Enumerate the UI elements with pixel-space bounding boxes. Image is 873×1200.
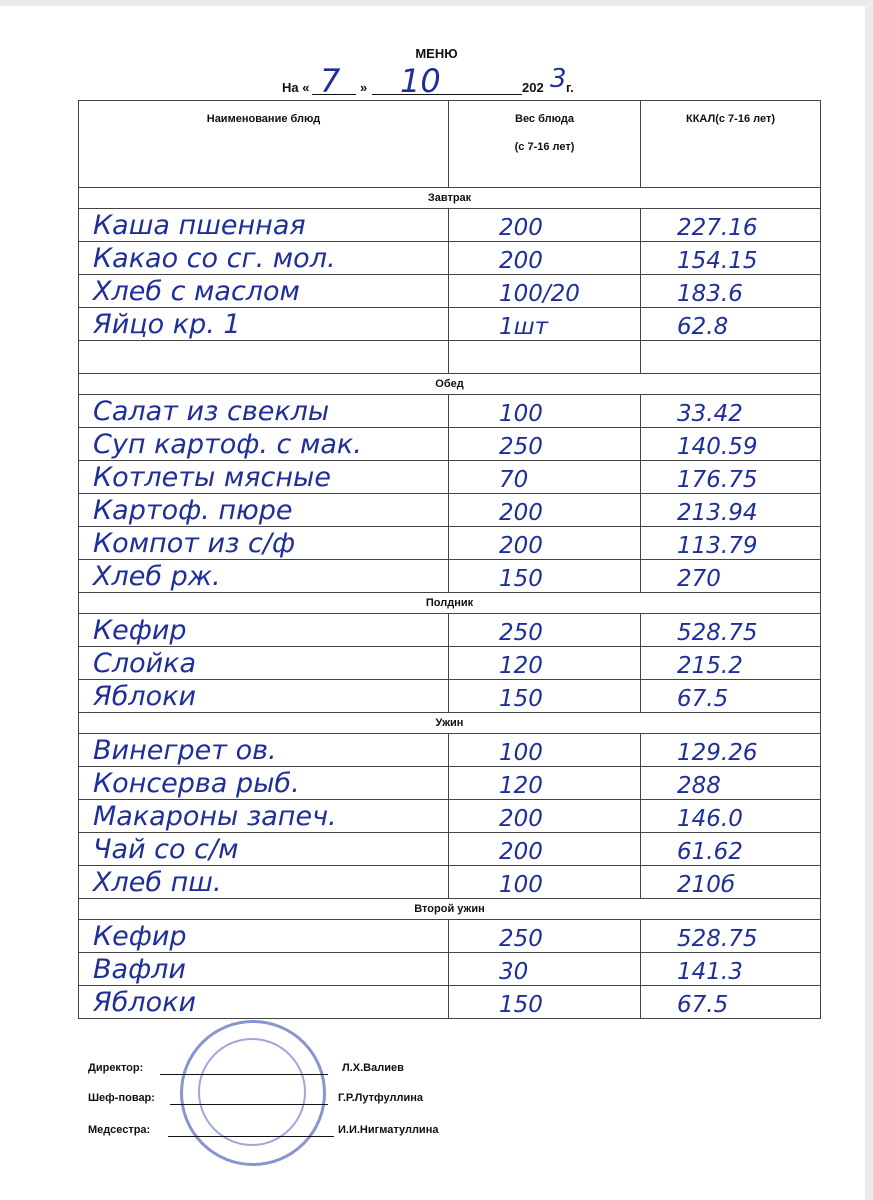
dish-weight: 100 bbox=[449, 734, 641, 767]
empty-cell bbox=[641, 341, 821, 374]
header-weight bbox=[449, 101, 641, 188]
dish-kcal: 140.59 bbox=[641, 428, 821, 461]
dish-kcal: 528.75 bbox=[641, 614, 821, 647]
dish-weight: 100/20 bbox=[449, 275, 641, 308]
date-year-digit: 3 bbox=[550, 64, 567, 94]
date-mid: » bbox=[360, 80, 368, 95]
dish-kcal: 210б bbox=[641, 866, 821, 899]
section-title: Завтрак bbox=[79, 188, 821, 209]
signature-row-nurse bbox=[88, 1120, 508, 1140]
dish-kcal: 183.6 bbox=[641, 275, 821, 308]
section-title: Второй ужин bbox=[79, 899, 821, 920]
dish-name: Хлеб пш. bbox=[79, 866, 449, 899]
dish-name: Компот из с/ф bbox=[79, 527, 449, 560]
dish-name: Слойка bbox=[79, 647, 449, 680]
dish-name: Хлеб рж. bbox=[79, 560, 449, 593]
dish-name: Какао со сг. мол. bbox=[79, 242, 449, 275]
header-kcal: ККАЛ(с 7-16 лет) bbox=[641, 101, 821, 188]
dish-name: Кефир bbox=[79, 920, 449, 953]
table-row bbox=[79, 920, 821, 953]
menu-table bbox=[78, 100, 821, 1019]
dish-weight: 200 bbox=[449, 209, 641, 242]
table-row bbox=[79, 275, 821, 308]
dish-kcal: 61.62 bbox=[641, 833, 821, 866]
dish-name: Картоф. пюре bbox=[79, 494, 449, 527]
dish-weight: 120 bbox=[449, 647, 641, 680]
dish-weight: 150 bbox=[449, 560, 641, 593]
date-day: 7 bbox=[320, 62, 341, 100]
signature-role: Директор: bbox=[88, 1062, 144, 1074]
dish-name: Суп картоф. с мак. bbox=[79, 428, 449, 461]
dish-kcal: 213.94 bbox=[641, 494, 821, 527]
section-row bbox=[79, 713, 821, 734]
table-row bbox=[79, 866, 821, 899]
table-row bbox=[79, 614, 821, 647]
dish-weight: 250 bbox=[449, 428, 641, 461]
dish-kcal: 62.8 bbox=[641, 308, 821, 341]
table-row bbox=[79, 461, 821, 494]
dish-name: Чай со с/м bbox=[79, 833, 449, 866]
dish-weight: 250 bbox=[449, 920, 641, 953]
page-edge bbox=[865, 0, 873, 1200]
dish-kcal: 141.3 bbox=[641, 953, 821, 986]
signature-line bbox=[160, 1074, 328, 1075]
section-title: Ужин bbox=[79, 713, 821, 734]
date-prefix: На « bbox=[282, 80, 310, 95]
dish-name: Каша пшенная bbox=[79, 209, 449, 242]
table-row bbox=[79, 209, 821, 242]
table-row bbox=[79, 647, 821, 680]
table-row bbox=[79, 734, 821, 767]
table-row bbox=[79, 986, 821, 1019]
table-row bbox=[79, 308, 821, 341]
signature-line bbox=[170, 1104, 328, 1105]
table-row bbox=[79, 395, 821, 428]
section-row bbox=[79, 188, 821, 209]
dish-weight: 1шт bbox=[449, 308, 641, 341]
dish-weight: 100 bbox=[449, 395, 641, 428]
dish-name: Яблоки bbox=[79, 986, 449, 1019]
dish-kcal: 67.5 bbox=[641, 680, 821, 713]
section-title: Обед bbox=[79, 374, 821, 395]
table-row bbox=[79, 560, 821, 593]
dish-name: Яйцо кр. 1 bbox=[79, 308, 449, 341]
signature-name: Л.Х.Валиев bbox=[342, 1062, 404, 1074]
dish-weight: 100 bbox=[449, 866, 641, 899]
dish-weight: 150 bbox=[449, 986, 641, 1019]
dish-kcal: 227.16 bbox=[641, 209, 821, 242]
section-row bbox=[79, 899, 821, 920]
dish-weight: 200 bbox=[449, 242, 641, 275]
signature-name: И.И.Нигматуллина bbox=[338, 1124, 439, 1136]
dish-weight: 200 bbox=[449, 494, 641, 527]
dish-kcal: 67.5 bbox=[641, 986, 821, 1019]
table-header-row bbox=[79, 101, 821, 188]
dish-name: Вафли bbox=[79, 953, 449, 986]
date-year-prefix: 202 bbox=[522, 80, 544, 95]
dish-weight: 200 bbox=[449, 527, 641, 560]
dish-kcal: 528.75 bbox=[641, 920, 821, 953]
table-row bbox=[79, 680, 821, 713]
date-month-blank bbox=[372, 94, 522, 95]
dish-name: Макароны запеч. bbox=[79, 800, 449, 833]
table-row bbox=[79, 800, 821, 833]
dish-kcal: 288 bbox=[641, 767, 821, 800]
table-row bbox=[79, 242, 821, 275]
header-weight-line1: Вес блюда bbox=[515, 113, 574, 125]
dish-name: Салат из свеклы bbox=[79, 395, 449, 428]
table-row bbox=[79, 833, 821, 866]
dish-weight: 70 bbox=[449, 461, 641, 494]
signature-row-chef bbox=[88, 1088, 508, 1108]
signature-role: Медсестра: bbox=[88, 1124, 151, 1136]
header-dish-name: Наименование блюд bbox=[79, 101, 449, 188]
table-row bbox=[79, 527, 821, 560]
dish-weight: 120 bbox=[449, 767, 641, 800]
dish-weight: 250 bbox=[449, 614, 641, 647]
section-row bbox=[79, 374, 821, 395]
dish-kcal: 176.75 bbox=[641, 461, 821, 494]
date-suffix: г. bbox=[566, 80, 574, 95]
dish-kcal: 129.26 bbox=[641, 734, 821, 767]
dish-weight: 150 bbox=[449, 680, 641, 713]
section-title: Полдник bbox=[79, 593, 821, 614]
dish-name: Кефир bbox=[79, 614, 449, 647]
document-title: МЕНЮ bbox=[415, 46, 458, 61]
signature-line bbox=[168, 1136, 334, 1137]
table-row bbox=[79, 953, 821, 986]
signature-name: Г.Р.Лутфуллина bbox=[338, 1092, 423, 1104]
empty-row bbox=[79, 341, 821, 374]
dish-kcal: 270 bbox=[641, 560, 821, 593]
signature-role: Шеф-повар: bbox=[88, 1092, 155, 1104]
dish-kcal: 33.42 bbox=[641, 395, 821, 428]
dish-name: Консерва рыб. bbox=[79, 767, 449, 800]
table-row bbox=[79, 494, 821, 527]
dish-name: Винегрет ов. bbox=[79, 734, 449, 767]
date-line bbox=[282, 62, 602, 98]
header-weight-line2: (с 7-16 лет) bbox=[514, 141, 575, 153]
dish-kcal: 154.15 bbox=[641, 242, 821, 275]
dish-name: Яблоки bbox=[79, 680, 449, 713]
section-row bbox=[79, 593, 821, 614]
dish-weight: 200 bbox=[449, 800, 641, 833]
dish-kcal: 146.0 bbox=[641, 800, 821, 833]
empty-cell bbox=[449, 341, 641, 374]
dish-kcal: 113.79 bbox=[641, 527, 821, 560]
date-month: 10 bbox=[400, 62, 441, 100]
table-row bbox=[79, 428, 821, 461]
page-edge bbox=[0, 0, 873, 6]
dish-kcal: 215.2 bbox=[641, 647, 821, 680]
dish-name: Котлеты мясные bbox=[79, 461, 449, 494]
dish-weight: 200 bbox=[449, 833, 641, 866]
dish-weight: 30 bbox=[449, 953, 641, 986]
table-row bbox=[79, 767, 821, 800]
empty-cell bbox=[79, 341, 449, 374]
signature-row-director bbox=[88, 1058, 508, 1078]
dish-name: Хлеб с маслом bbox=[79, 275, 449, 308]
